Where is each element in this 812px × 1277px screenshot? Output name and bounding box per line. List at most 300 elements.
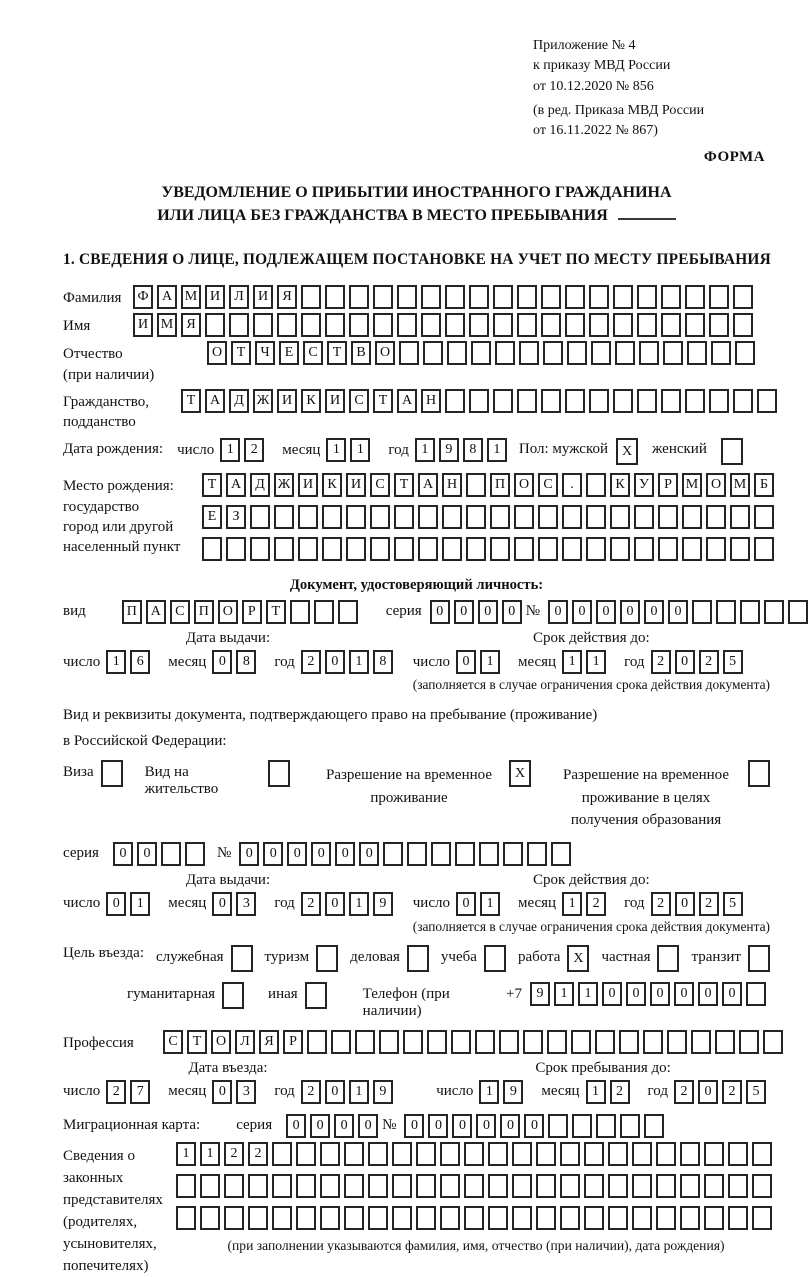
char-cell[interactable] — [346, 505, 366, 529]
char-cell[interactable]: 0 — [430, 600, 450, 624]
char-cell[interactable]: 0 — [239, 842, 259, 866]
char-cell[interactable]: Т — [327, 341, 347, 365]
char-cell[interactable] — [296, 1206, 316, 1230]
char-cell[interactable] — [551, 842, 571, 866]
char-cell[interactable] — [403, 1030, 423, 1054]
char-cell[interactable] — [637, 313, 657, 337]
char-cell[interactable]: 0 — [263, 842, 283, 866]
char-cell[interactable] — [495, 341, 515, 365]
char-cell[interactable] — [682, 505, 702, 529]
purpose-tourism-checkbox[interactable] — [316, 945, 338, 972]
char-cell[interactable]: Ф — [133, 285, 153, 309]
char-cell[interactable]: К — [322, 473, 342, 497]
char-cell[interactable] — [661, 285, 681, 309]
char-cell[interactable] — [663, 341, 683, 365]
char-cell[interactable] — [562, 505, 582, 529]
char-cell[interactable]: Д — [229, 389, 249, 413]
char-cell[interactable] — [373, 313, 393, 337]
char-cell[interactable] — [560, 1142, 580, 1166]
char-cell[interactable] — [586, 505, 606, 529]
char-cell[interactable]: И — [298, 473, 318, 497]
char-cell[interactable] — [514, 537, 534, 561]
char-cell[interactable] — [608, 1142, 628, 1166]
char-cell[interactable] — [709, 389, 729, 413]
char-cell[interactable]: 1 — [480, 650, 500, 674]
char-cell[interactable] — [657, 945, 679, 972]
purpose-humanitarian-checkbox[interactable] — [222, 982, 244, 1009]
char-cell[interactable]: С — [303, 341, 323, 365]
char-cell[interactable] — [298, 537, 318, 561]
char-cell[interactable] — [314, 600, 334, 624]
char-cell[interactable] — [418, 537, 438, 561]
char-cell[interactable]: 2 — [699, 650, 719, 674]
char-cell[interactable] — [274, 537, 294, 561]
char-cell[interactable] — [307, 1030, 327, 1054]
char-cell[interactable]: Т — [373, 389, 393, 413]
char-cell[interactable]: 1 — [586, 650, 606, 674]
char-cell[interactable]: 0 — [428, 1114, 448, 1138]
char-cell[interactable] — [469, 389, 489, 413]
char-cell[interactable] — [565, 285, 585, 309]
char-cell[interactable] — [466, 537, 486, 561]
char-cell[interactable] — [320, 1174, 340, 1198]
char-cell[interactable] — [205, 313, 225, 337]
char-cell[interactable] — [427, 1030, 447, 1054]
char-cell[interactable] — [728, 1174, 748, 1198]
char-cell[interactable]: М — [157, 313, 177, 337]
char-cell[interactable]: З — [226, 505, 246, 529]
char-cell[interactable]: 1 — [130, 892, 150, 916]
char-cell[interactable]: А — [418, 473, 438, 497]
char-cell[interactable] — [752, 1174, 772, 1198]
char-cell[interactable] — [272, 1142, 292, 1166]
char-cell[interactable] — [407, 945, 429, 972]
char-cell[interactable]: О — [706, 473, 726, 497]
char-cell[interactable] — [584, 1142, 604, 1166]
char-cell[interactable] — [709, 313, 729, 337]
char-cell[interactable]: И — [346, 473, 366, 497]
char-cell[interactable]: 0 — [454, 600, 474, 624]
option-residence-permit-checkbox[interactable] — [268, 760, 290, 787]
char-cell[interactable]: 1 — [349, 892, 369, 916]
char-cell[interactable]: 2 — [651, 650, 671, 674]
char-cell[interactable] — [685, 285, 705, 309]
char-cell[interactable] — [224, 1206, 244, 1230]
char-cell[interactable] — [746, 982, 766, 1006]
char-cell[interactable] — [644, 1114, 664, 1138]
char-cell[interactable] — [748, 760, 770, 787]
char-cell[interactable] — [589, 389, 609, 413]
char-cell[interactable]: 0 — [602, 982, 622, 1006]
char-cell[interactable]: 0 — [596, 600, 616, 624]
char-cell[interactable] — [591, 341, 611, 365]
char-cell[interactable]: 0 — [456, 892, 476, 916]
char-cell[interactable] — [200, 1206, 220, 1230]
purpose-work-checkbox[interactable] — [567, 945, 589, 972]
char-cell[interactable] — [682, 537, 702, 561]
char-cell[interactable] — [608, 1206, 628, 1230]
char-cell[interactable] — [277, 313, 297, 337]
char-cell[interactable] — [541, 313, 561, 337]
char-cell[interactable] — [547, 1030, 567, 1054]
char-cell[interactable] — [320, 1206, 340, 1230]
char-cell[interactable] — [416, 1206, 436, 1230]
char-cell[interactable] — [615, 341, 635, 365]
char-cell[interactable] — [445, 389, 465, 413]
char-cell[interactable] — [503, 842, 523, 866]
char-cell[interactable]: 0 — [698, 1080, 718, 1104]
char-cell[interactable] — [517, 285, 537, 309]
char-cell[interactable] — [517, 389, 537, 413]
char-cell[interactable]: 0 — [287, 842, 307, 866]
char-cell[interactable]: 0 — [113, 842, 133, 866]
char-cell[interactable] — [620, 1114, 640, 1138]
char-cell[interactable] — [316, 945, 338, 972]
char-cell[interactable] — [397, 285, 417, 309]
char-cell[interactable] — [442, 505, 462, 529]
char-cell[interactable]: О — [375, 341, 395, 365]
char-cell[interactable]: 8 — [463, 438, 483, 462]
char-cell[interactable] — [608, 1174, 628, 1198]
char-cell[interactable]: Т — [181, 389, 201, 413]
char-cell[interactable]: 7 — [130, 1080, 150, 1104]
char-cell[interactable] — [634, 537, 654, 561]
char-cell[interactable] — [788, 600, 808, 624]
char-cell[interactable] — [527, 842, 547, 866]
char-cell[interactable] — [176, 1174, 196, 1198]
char-cell[interactable] — [538, 537, 558, 561]
char-cell[interactable]: 2 — [674, 1080, 694, 1104]
char-cell[interactable] — [704, 1206, 724, 1230]
char-cell[interactable] — [407, 842, 427, 866]
char-cell[interactable] — [440, 1142, 460, 1166]
char-cell[interactable] — [202, 537, 222, 561]
char-cell[interactable]: 0 — [650, 982, 670, 1006]
char-cell[interactable] — [565, 389, 585, 413]
char-cell[interactable] — [706, 505, 726, 529]
char-cell[interactable] — [730, 505, 750, 529]
char-cell[interactable] — [479, 842, 499, 866]
char-cell[interactable] — [290, 600, 310, 624]
char-cell[interactable] — [440, 1206, 460, 1230]
char-cell[interactable]: 1 — [480, 892, 500, 916]
char-cell[interactable] — [344, 1142, 364, 1166]
char-cell[interactable]: Т — [394, 473, 414, 497]
char-cell[interactable] — [423, 341, 443, 365]
char-cell[interactable] — [268, 760, 290, 787]
char-cell[interactable]: Н — [421, 389, 441, 413]
char-cell[interactable] — [764, 600, 784, 624]
char-cell[interactable]: 2 — [248, 1142, 268, 1166]
char-cell[interactable] — [687, 341, 707, 365]
char-cell[interactable]: 5 — [723, 892, 743, 916]
char-cell[interactable] — [658, 505, 678, 529]
char-cell[interactable] — [711, 341, 731, 365]
char-cell[interactable]: 1 — [487, 438, 507, 462]
char-cell[interactable] — [595, 1030, 615, 1054]
char-cell[interactable] — [250, 505, 270, 529]
char-cell[interactable]: Е — [279, 341, 299, 365]
char-cell[interactable] — [464, 1142, 484, 1166]
char-cell[interactable] — [471, 341, 491, 365]
char-cell[interactable]: 0 — [325, 892, 345, 916]
char-cell[interactable] — [370, 505, 390, 529]
char-cell[interactable] — [541, 389, 561, 413]
char-cell[interactable]: 2 — [699, 892, 719, 916]
blank-underline[interactable] — [618, 205, 676, 220]
char-cell[interactable]: И — [277, 389, 297, 413]
char-cell[interactable] — [416, 1174, 436, 1198]
char-cell[interactable] — [739, 1030, 759, 1054]
char-cell[interactable]: У — [634, 473, 654, 497]
char-cell[interactable] — [322, 537, 342, 561]
char-cell[interactable]: 1 — [176, 1142, 196, 1166]
char-cell[interactable] — [379, 1030, 399, 1054]
char-cell[interactable]: А — [146, 600, 166, 624]
char-cell[interactable]: 9 — [439, 438, 459, 462]
char-cell[interactable] — [346, 537, 366, 561]
char-cell[interactable]: 0 — [137, 842, 157, 866]
char-cell[interactable] — [763, 1030, 783, 1054]
char-cell[interactable] — [610, 537, 630, 561]
char-cell[interactable]: И — [325, 389, 345, 413]
char-cell[interactable] — [466, 505, 486, 529]
purpose-transit-checkbox[interactable] — [748, 945, 770, 972]
char-cell[interactable]: С — [349, 389, 369, 413]
char-cell[interactable]: 2 — [301, 650, 321, 674]
char-cell[interactable] — [397, 313, 417, 337]
char-cell[interactable]: 2 — [651, 892, 671, 916]
char-cell[interactable]: 3 — [236, 1080, 256, 1104]
char-cell[interactable] — [368, 1142, 388, 1166]
char-cell[interactable]: 8 — [373, 650, 393, 674]
char-cell[interactable] — [567, 341, 587, 365]
char-cell[interactable]: 1 — [479, 1080, 499, 1104]
char-cell[interactable]: 0 — [478, 600, 498, 624]
char-cell[interactable] — [373, 285, 393, 309]
char-cell[interactable] — [560, 1174, 580, 1198]
char-cell[interactable] — [752, 1142, 772, 1166]
char-cell[interactable] — [394, 537, 414, 561]
char-cell[interactable]: 2 — [244, 438, 264, 462]
char-cell[interactable]: Д — [250, 473, 270, 497]
char-cell[interactable] — [656, 1174, 676, 1198]
char-cell[interactable] — [488, 1206, 508, 1230]
char-cell[interactable]: Я — [277, 285, 297, 309]
char-cell[interactable] — [493, 313, 513, 337]
char-cell[interactable]: 5 — [723, 650, 743, 674]
char-cell[interactable] — [572, 1114, 592, 1138]
char-cell[interactable] — [634, 505, 654, 529]
char-cell[interactable] — [442, 537, 462, 561]
char-cell[interactable] — [519, 341, 539, 365]
char-cell[interactable] — [349, 313, 369, 337]
char-cell[interactable] — [231, 945, 253, 972]
char-cell[interactable] — [248, 1174, 268, 1198]
char-cell[interactable]: 0 — [325, 650, 345, 674]
char-cell[interactable]: 0 — [668, 600, 688, 624]
char-cell[interactable] — [101, 760, 123, 787]
char-cell[interactable]: 0 — [311, 842, 331, 866]
char-cell[interactable] — [338, 600, 358, 624]
char-cell[interactable] — [548, 1114, 568, 1138]
char-cell[interactable] — [490, 505, 510, 529]
char-cell[interactable]: 0 — [359, 842, 379, 866]
char-cell[interactable]: Ж — [274, 473, 294, 497]
char-cell[interactable] — [301, 313, 321, 337]
char-cell[interactable]: 2 — [586, 892, 606, 916]
purpose-official-checkbox[interactable] — [231, 945, 253, 972]
char-cell[interactable] — [536, 1174, 556, 1198]
char-cell[interactable]: Л — [235, 1030, 255, 1054]
char-cell[interactable]: 0 — [325, 1080, 345, 1104]
char-cell[interactable] — [752, 1206, 772, 1230]
char-cell[interactable] — [493, 389, 513, 413]
char-cell[interactable] — [488, 1174, 508, 1198]
char-cell[interactable] — [715, 1030, 735, 1054]
char-cell[interactable] — [484, 945, 506, 972]
char-cell[interactable] — [451, 1030, 471, 1054]
char-cell[interactable] — [536, 1142, 556, 1166]
char-cell[interactable] — [685, 389, 705, 413]
char-cell[interactable] — [728, 1142, 748, 1166]
char-cell[interactable]: К — [301, 389, 321, 413]
char-cell[interactable]: А — [226, 473, 246, 497]
purpose-private-checkbox[interactable] — [657, 945, 679, 972]
char-cell[interactable] — [632, 1206, 652, 1230]
char-cell[interactable]: 2 — [106, 1080, 126, 1104]
char-cell[interactable] — [691, 1030, 711, 1054]
char-cell[interactable] — [445, 285, 465, 309]
char-cell[interactable]: Р — [283, 1030, 303, 1054]
char-cell[interactable] — [229, 313, 249, 337]
char-cell[interactable] — [431, 842, 451, 866]
char-cell[interactable] — [639, 341, 659, 365]
char-cell[interactable]: О — [207, 341, 227, 365]
char-cell[interactable] — [325, 313, 345, 337]
char-cell[interactable]: А — [397, 389, 417, 413]
char-cell[interactable] — [475, 1030, 495, 1054]
char-cell[interactable] — [619, 1030, 639, 1054]
char-cell[interactable] — [368, 1174, 388, 1198]
char-cell[interactable] — [613, 389, 633, 413]
char-cell[interactable] — [523, 1030, 543, 1054]
char-cell[interactable] — [514, 505, 534, 529]
sex-female-checkbox[interactable] — [721, 438, 743, 465]
char-cell[interactable] — [322, 505, 342, 529]
char-cell[interactable]: 0 — [524, 1114, 544, 1138]
char-cell[interactable]: 1 — [586, 1080, 606, 1104]
char-cell[interactable]: А — [157, 285, 177, 309]
char-cell[interactable]: Б — [754, 473, 774, 497]
char-cell[interactable]: 0 — [456, 650, 476, 674]
char-cell[interactable]: Р — [658, 473, 678, 497]
char-cell[interactable] — [370, 537, 390, 561]
char-cell[interactable] — [735, 341, 755, 365]
char-cell[interactable]: О — [514, 473, 534, 497]
char-cell[interactable]: Р — [242, 600, 262, 624]
char-cell[interactable]: Т — [202, 473, 222, 497]
char-cell[interactable]: С — [538, 473, 558, 497]
char-cell[interactable] — [658, 537, 678, 561]
char-cell[interactable] — [499, 1030, 519, 1054]
char-cell[interactable] — [632, 1142, 652, 1166]
char-cell[interactable]: И — [253, 285, 273, 309]
char-cell[interactable] — [331, 1030, 351, 1054]
char-cell[interactable] — [394, 505, 414, 529]
char-cell[interactable] — [637, 389, 657, 413]
char-cell[interactable] — [447, 341, 467, 365]
char-cell[interactable]: Я — [181, 313, 201, 337]
purpose-study-checkbox[interactable] — [484, 945, 506, 972]
char-cell[interactable]: М — [730, 473, 750, 497]
char-cell[interactable] — [536, 1206, 556, 1230]
char-cell[interactable] — [161, 842, 181, 866]
char-cell[interactable] — [706, 537, 726, 561]
char-cell[interactable] — [692, 600, 712, 624]
char-cell[interactable] — [445, 313, 465, 337]
char-cell[interactable]: А — [205, 389, 225, 413]
char-cell[interactable]: Т — [266, 600, 286, 624]
char-cell[interactable] — [680, 1174, 700, 1198]
char-cell[interactable] — [596, 1114, 616, 1138]
char-cell[interactable]: 0 — [404, 1114, 424, 1138]
char-cell[interactable] — [517, 313, 537, 337]
char-cell[interactable] — [643, 1030, 663, 1054]
char-cell[interactable] — [716, 600, 736, 624]
char-cell[interactable]: 2 — [301, 892, 321, 916]
char-cell[interactable] — [512, 1142, 532, 1166]
char-cell[interactable]: 0 — [476, 1114, 496, 1138]
char-cell[interactable]: 2 — [722, 1080, 742, 1104]
char-cell[interactable]: Ж — [253, 389, 273, 413]
char-cell[interactable] — [512, 1174, 532, 1198]
char-cell[interactable] — [320, 1142, 340, 1166]
char-cell[interactable]: X — [509, 760, 531, 787]
char-cell[interactable] — [421, 285, 441, 309]
char-cell[interactable] — [656, 1206, 676, 1230]
char-cell[interactable] — [253, 313, 273, 337]
char-cell[interactable] — [740, 600, 760, 624]
char-cell[interactable]: 5 — [746, 1080, 766, 1104]
char-cell[interactable]: 2 — [224, 1142, 244, 1166]
char-cell[interactable]: 0 — [548, 600, 568, 624]
char-cell[interactable] — [733, 313, 753, 337]
char-cell[interactable] — [680, 1142, 700, 1166]
char-cell[interactable] — [383, 842, 403, 866]
char-cell[interactable] — [421, 313, 441, 337]
char-cell[interactable] — [226, 537, 246, 561]
option-temp-residence-checkbox[interactable] — [509, 760, 531, 787]
char-cell[interactable]: 0 — [212, 1080, 232, 1104]
char-cell[interactable] — [250, 537, 270, 561]
char-cell[interactable] — [704, 1142, 724, 1166]
char-cell[interactable]: 1 — [350, 438, 370, 462]
char-cell[interactable] — [543, 341, 563, 365]
sex-male-checkbox[interactable] — [616, 438, 638, 465]
char-cell[interactable]: X — [616, 438, 638, 465]
char-cell[interactable] — [589, 285, 609, 309]
char-cell[interactable] — [248, 1206, 268, 1230]
purpose-other-checkbox[interactable] — [305, 982, 327, 1009]
char-cell[interactable] — [455, 842, 475, 866]
char-cell[interactable] — [469, 313, 489, 337]
char-cell[interactable] — [392, 1174, 412, 1198]
char-cell[interactable] — [754, 537, 774, 561]
char-cell[interactable] — [368, 1206, 388, 1230]
char-cell[interactable]: К — [610, 473, 630, 497]
char-cell[interactable]: 0 — [334, 1114, 354, 1138]
